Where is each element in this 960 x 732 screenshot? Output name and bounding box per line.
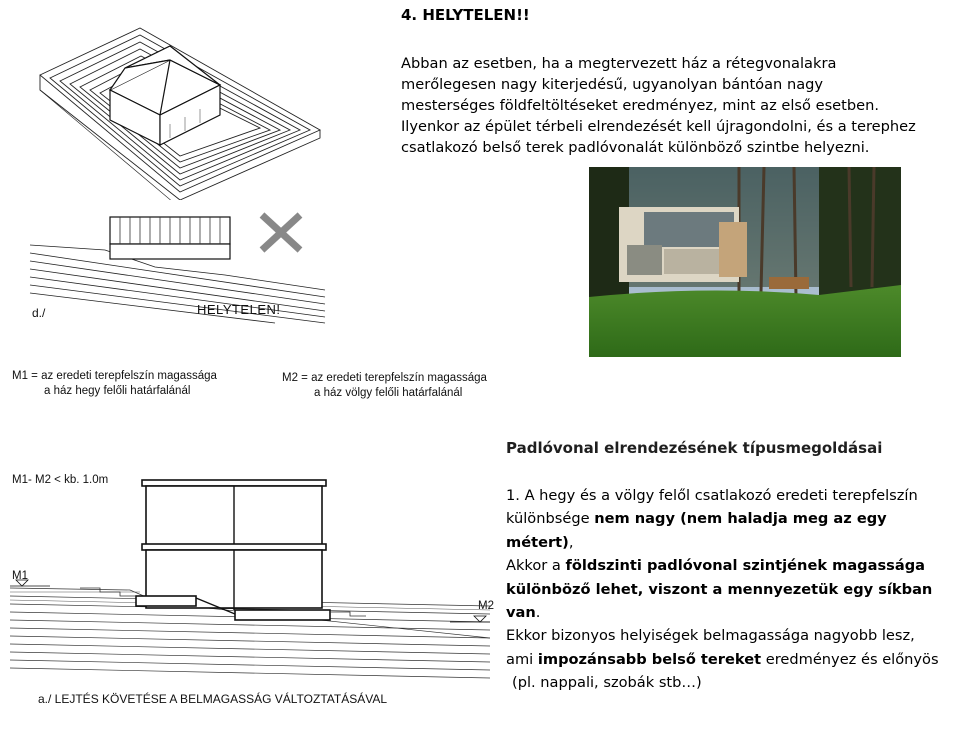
body-line: Ekkor bizonyos helyiségek belmagassága nagyobb lesz,	[506, 627, 915, 645]
floor-level-section-drawing	[10, 478, 495, 688]
house-contour-sketch	[20, 20, 340, 200]
legend-m2-line1: M2 = az eredeti terepfelszín magassága	[282, 372, 487, 384]
m1-marker-label: M1	[12, 570, 28, 582]
body-line: (pl. nappali, szobák stb…)	[512, 674, 702, 692]
intro-line: Ilyenkor az épület térbeli elrendezését kell újragondolni, és a terephez	[401, 118, 916, 135]
x-mark-icon	[262, 215, 300, 250]
m2-marker-label: M2	[478, 600, 494, 612]
sketch-label-d: d./	[32, 306, 46, 320]
legend-m2	[282, 371, 487, 401]
body-line: 1. A hegy és a völgy felől csatlakozó eredeti terepfelszín	[506, 487, 918, 504]
body-line: különbsége nem nagy (nem haladja meg az egy métert),	[506, 510, 887, 551]
sketch-label-wrong: HELYTELEN!	[197, 302, 281, 317]
body-line: Akkor a földszinti padlóvonal szintjének magassága	[506, 557, 925, 575]
body-emphasis: nem nagy (nem haladja meg az egy métert)	[506, 510, 887, 551]
legend-m1	[12, 369, 217, 399]
intro-line: merőlegesen nagy kiterjedésű, ugyanolyan bántóan nagy	[401, 76, 824, 93]
body-emphasis: impozánsabb belső tereket	[537, 650, 762, 668]
body-emphasis: földszinti padlóvonal szintjének magassága	[565, 557, 925, 575]
intro-line: csatlakozó belső terek padlóvonalát különböző szintbe helyezni.	[401, 139, 870, 156]
body-emphasis: különböző lehet, viszont a mennyezetük egy síkban van	[506, 580, 933, 622]
body-line: különböző lehet, viszont a mennyezetük egy síkban van.	[506, 580, 933, 622]
legend-m1-line2: a ház hegy felőli határfalánál	[44, 385, 191, 397]
solutions-subtitle: Padlóvonal elrendezésének típusmegoldásai	[506, 439, 883, 457]
body-line: ami impozánsabb belső tereket eredményez és előnyös	[506, 650, 939, 668]
intro-paragraph	[401, 53, 946, 158]
legend-m1-line1: M1 = az eredeti terepfelszín magassága	[12, 370, 217, 382]
section-caption: a./ LEJTÉS KÖVETÉSE A BELMAGASSÁG VÁLTOZTATÁSÁVAL	[38, 692, 388, 706]
intro-line: mesterséges földfeltöltéseket eredményez, mint az első esetben.	[401, 97, 880, 114]
legend-m2-line2: a ház völgy felőli határfalánál	[314, 387, 463, 399]
wrong-section-sketch	[25, 205, 330, 325]
height-condition: M1- M2 < kb. 1.0m	[12, 474, 109, 486]
intro-line: Abban az esetben, ha a megtervezett ház a rétegvonalakra	[401, 55, 837, 72]
house-photo	[589, 167, 901, 357]
page-heading: 4. HELYTELEN!!	[401, 6, 530, 24]
body-paragraph	[506, 484, 956, 695]
